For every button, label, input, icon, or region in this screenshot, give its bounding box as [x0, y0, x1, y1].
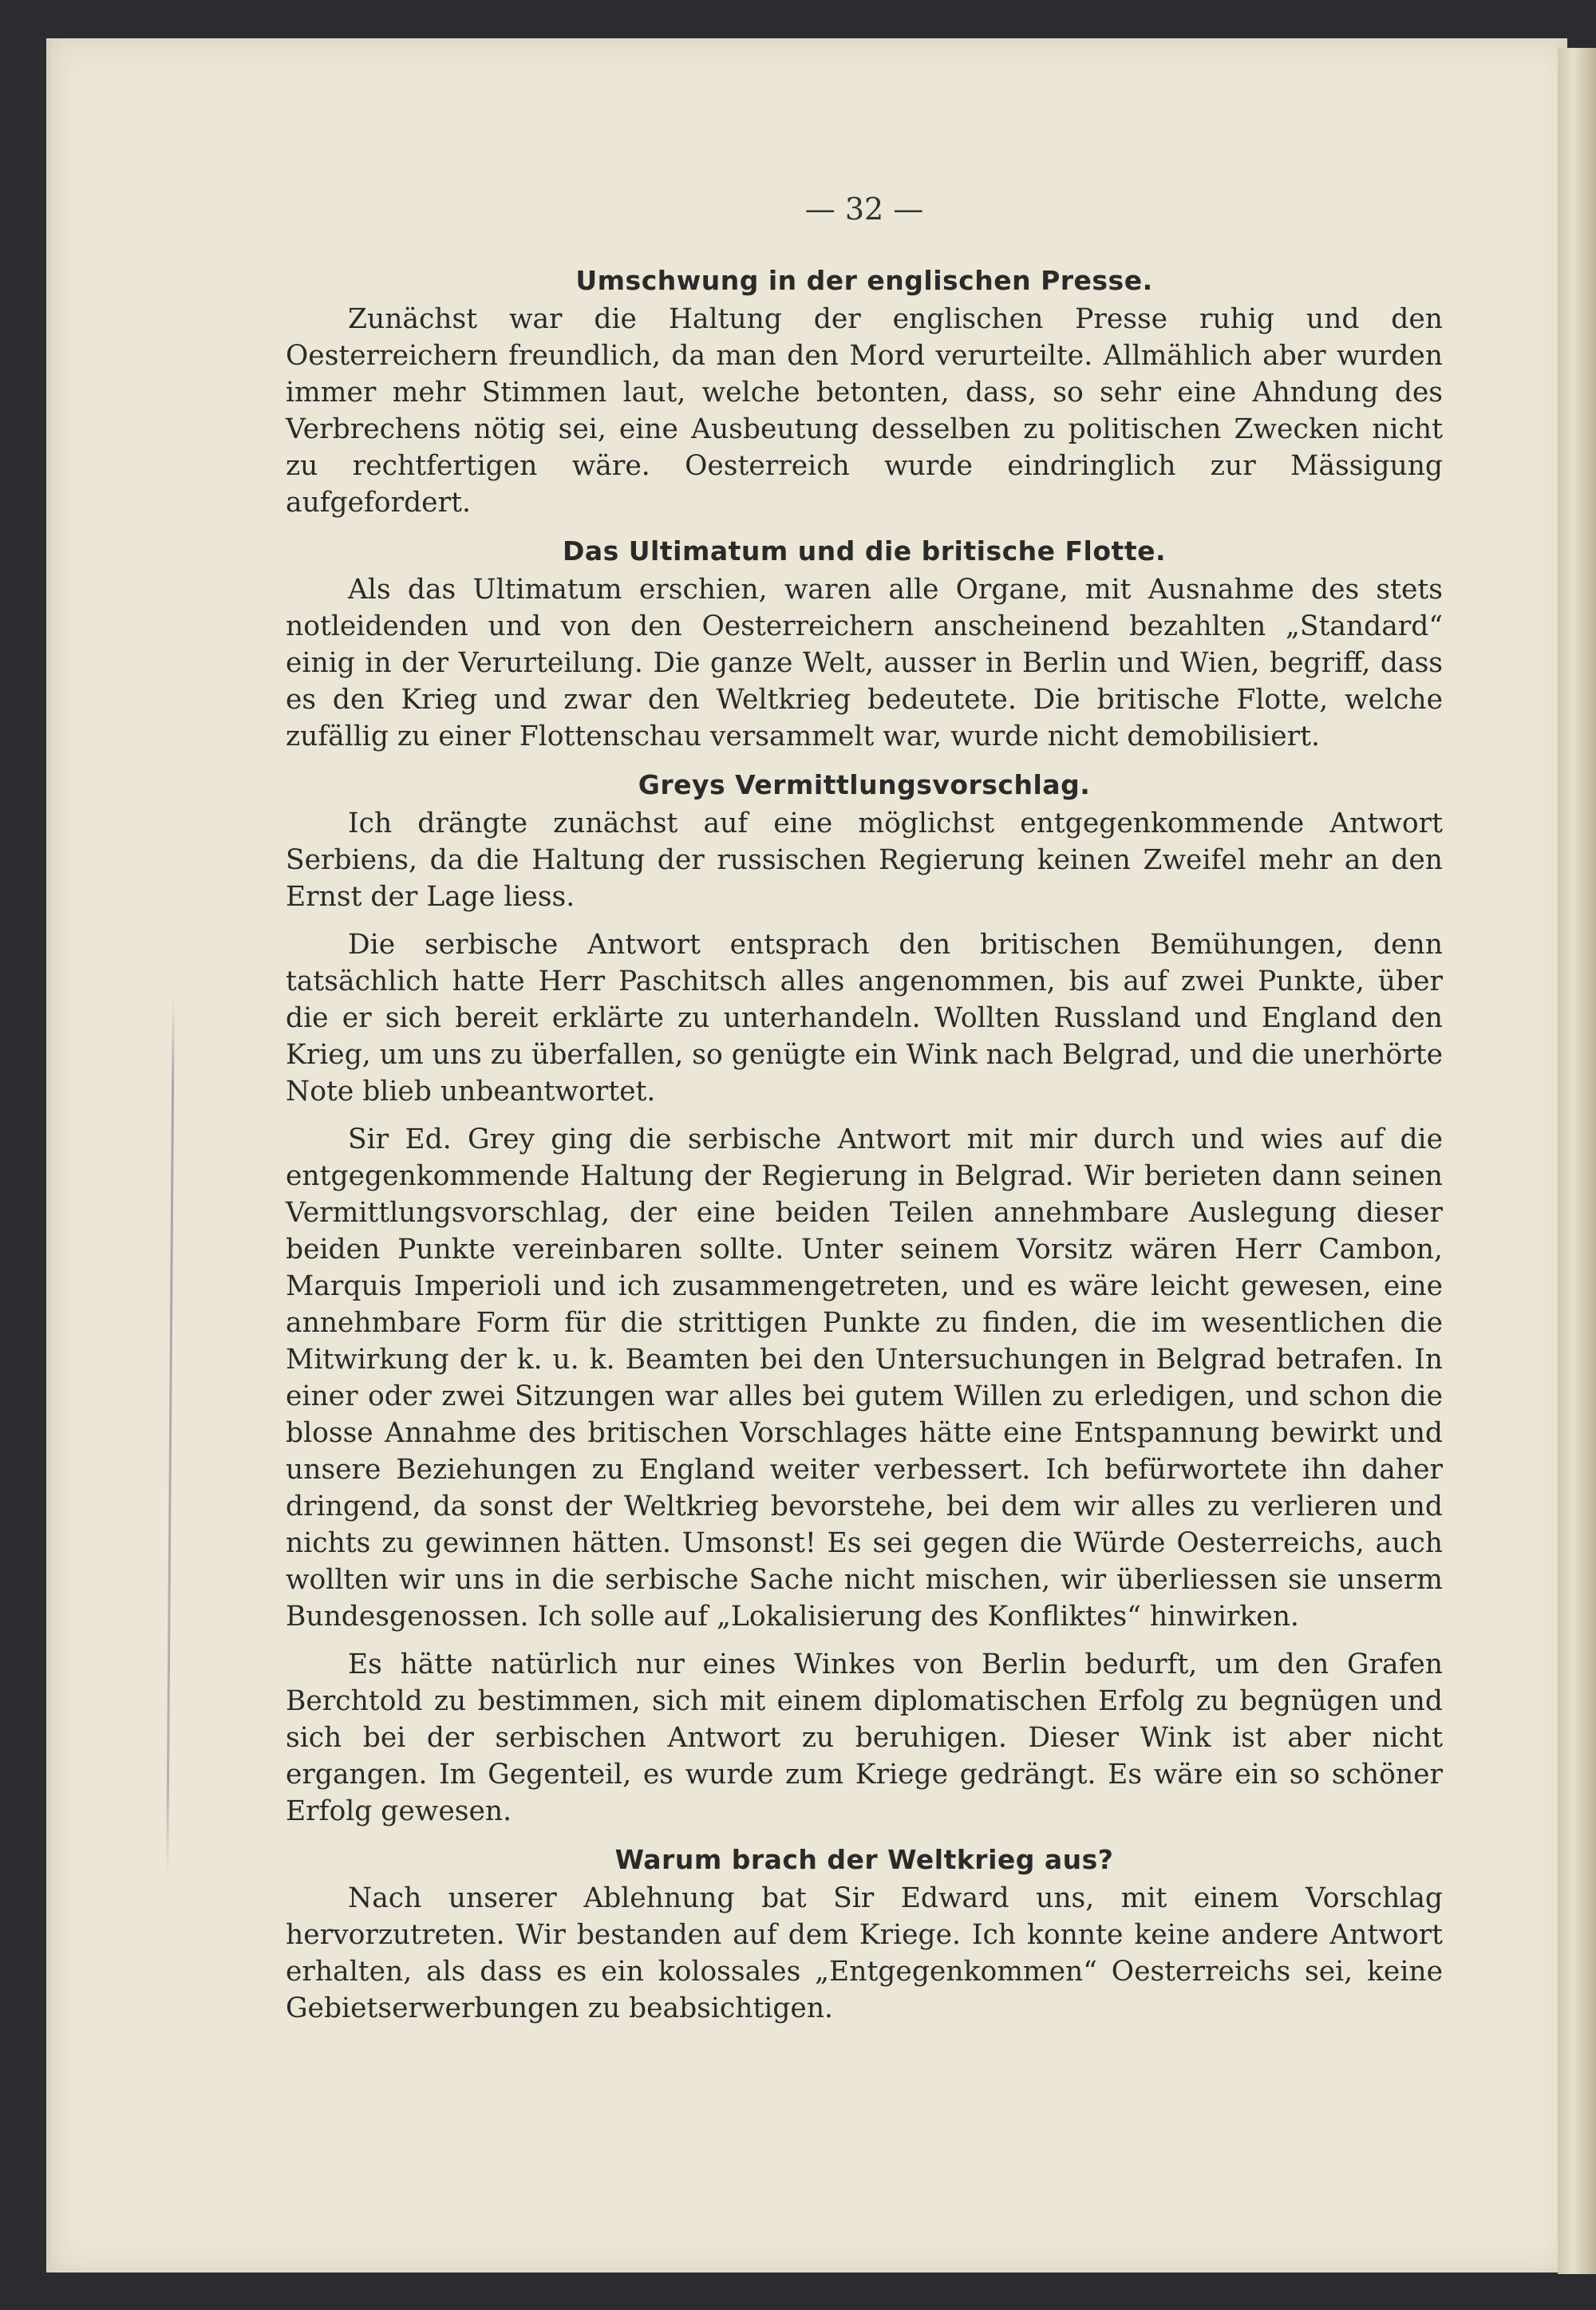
page-edge	[1558, 48, 1596, 2274]
section-weltkrieg	[286, 1844, 1443, 2027]
paragraph: Die serbische Antwort entsprach den britischen Bemühungen, denn tatsächlich hatte Herr Paschitsch alles angenommen, bis auf zwei Punkte, über die er sich bereit erklärte zu unterhandeln. Wollten Russland und England den Krieg, um uns zu überfallen, so genügte ein Wink nach Belgrad, und die unerhörte Note blieb unbeantwortet.	[286, 929, 1443, 1108]
paragraph: Zunächst war die Haltung der englischen Presse ruhig und den Oesterreichern freundlich, da man den Mord verurteilte. Allmählich aber wurden immer mehr Stimmen laut, welche betonten, dass, so sehr eine Ahndung des Verbrechens nötig sei, eine Ausbeutung desselben zu politischen Zwecken nicht zu rechtfertigen wäre. Oesterreich wurde eindringlich zur Mässigung aufgefordert.	[286, 303, 1443, 519]
section-ultimatum	[286, 535, 1443, 755]
paragraph: Ich drängte zunächst auf eine möglichst entgegenkommende Antwort Serbiens, da die Haltung der russischen Regierung keinen Zweifel mehr an den Ernst der Lage liess.	[286, 808, 1443, 913]
paragraph: Nach unserer Ablehnung bat Sir Edward uns, mit einem Vorschlag hervorzutreten. Wir bestanden auf dem Kriege. Ich konnte keine andere Antwort erhalten, als dass es ein kolossales „Entgegenkommen“ Oesterreichs sei, keine Gebietserwerbungen zu beabsichtigen.	[286, 1882, 1443, 2024]
section-vermittlungsvorschlag	[286, 769, 1443, 1830]
paragraph: Sir Ed. Grey ging die serbische Antwort mit mir durch und wies auf die entgegenkommende Haltung der Regierung in Belgrad. Wir berieten dann seinen Vermittlungsvorschlag, der eine beiden Teilen annehmbare Auslegung dieser beiden Punkte vereinbaren sollte. Unter seinem Vorsitz wären Herr Cambon, Marquis Imperioli und ich zusammengetreten, und es wäre leicht gewesen, eine annehmbare Form für die strittigen Punkte zu finden, die im wesentlichen die Mitwirkung der k. u. k. Beamten bei den Untersuchungen in Belgrad betrafen. In einer oder zwei Sitzungen war alles bei gutem Willen zu erledigen, und schon die blosse Annahme des britischen Vorschlages hätte eine Entspannung bewirkt und unsere Beziehungen zu England weiter verbessert. Ich befürwortete ihn daher dringend, da sonst der Weltkrieg bevorstehe, bei dem wir alles zu verlieren und nichts zu gewinnen hätten. Umsonst! Es sei gegen die Würde Oesterreichs, auch wollten wir uns in die serbische Sache nicht mischen, wir überliessen sie unserm Bundesgenossen. Ich solle auf „Lokalisierung des Konfliktes“ hinwirken.	[286, 1123, 1443, 1633]
section-heading: Greys Vermittlungsvorschlag.	[638, 769, 1091, 800]
section-heading: Umschwung in der englischen Presse.	[575, 265, 1153, 296]
section-heading: Das Ultimatum und die britische Flotte.	[562, 535, 1167, 567]
section-englische-presse	[286, 265, 1443, 521]
paragraph: Es hätte natürlich nur eines Winkes von Berlin bedurft, um den Grafen Berchtold zu bestimmen, sich mit einem diplomatischen Erfolg zu begnügen und sich bei der serbischen Antwort zu beruhigen. Dieser Wink ist aber nicht ergangen. Im Gegenteil, es wurde zum Kriege gedrängt. Es wäre ein so schöner Erfolg gewesen.	[286, 1649, 1443, 1827]
paragraph: Als das Ultimatum erschien, waren alle Organe, mit Ausnahme des stets notleidenden und von den Oesterreichern anscheinend bezahlten „Standard“ einig in der Verurteilung. Die ganze Welt, ausser in Berlin und Wien, begriff, dass es den Krieg und zwar den Weltkrieg bedeutete. Die britische Flotte, welche zufällig zu einer Flottenschau versammelt war, wurde nicht demobilisiert.	[286, 574, 1443, 752]
page-number: — 32 —	[804, 192, 924, 227]
section-heading: Warum brach der Weltkrieg aus?	[614, 1844, 1114, 1875]
page-text	[286, 192, 1443, 2038]
